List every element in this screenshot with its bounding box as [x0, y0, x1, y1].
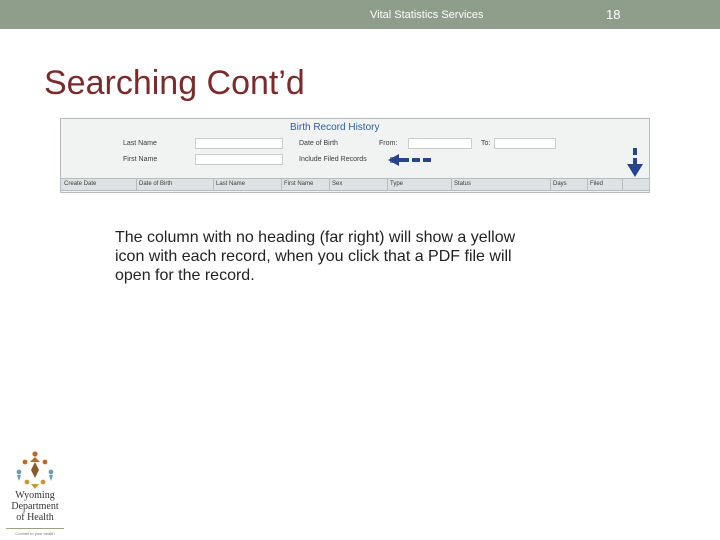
- first-name-input[interactable]: [195, 154, 283, 165]
- column-header[interactable]: Last Name: [216, 181, 246, 187]
- column-header[interactable]: Status: [454, 181, 472, 187]
- logo-line-1: Wyoming: [15, 490, 55, 501]
- date-from-input[interactable]: [408, 138, 472, 149]
- column-header[interactable]: Days: [553, 181, 567, 187]
- slide-title: Searching Cont’d: [44, 64, 305, 102]
- last-name-input[interactable]: [195, 138, 283, 149]
- left-arrow-icon: [386, 153, 436, 167]
- logo-line-3: of Health: [16, 512, 54, 523]
- body-text: The column with no heading (far right) will show a yellow icon with each record, when you click that a PDF file will open for the record.: [115, 229, 516, 284]
- header-title: Vital Statistics Services: [370, 9, 484, 21]
- page-number: 18: [606, 7, 621, 22]
- date-to-input[interactable]: [494, 138, 556, 149]
- date-of-birth-label: Date of Birth: [299, 140, 338, 147]
- logo-tagline: Commit to your health: [15, 531, 55, 536]
- figures-wreath-icon: [13, 450, 57, 490]
- include-filed-records-label: Include Filed Records: [299, 156, 367, 163]
- column-header[interactable]: First Name: [284, 181, 314, 187]
- column-header[interactable]: Type: [390, 181, 404, 187]
- to-label: To:: [481, 140, 491, 147]
- wyoming-department-of-health-logo: [0, 445, 70, 540]
- down-arrow-icon: [626, 148, 644, 178]
- last-name-label: Last Name: [123, 140, 157, 147]
- header-bar: [0, 0, 720, 29]
- screenshot-title: Birth Record History: [290, 122, 380, 133]
- logo-line-2: Department: [11, 501, 59, 512]
- column-header[interactable]: Create Date: [64, 181, 97, 187]
- column-header[interactable]: Date of Birth: [139, 181, 173, 187]
- column-header[interactable]: Filed: [590, 181, 604, 187]
- results-header-row: [61, 178, 649, 191]
- first-name-label: First Name: [123, 156, 158, 163]
- from-label: From:: [379, 140, 398, 147]
- birth-record-history-screenshot: [60, 118, 650, 193]
- logo-divider: [6, 528, 64, 529]
- column-header[interactable]: Sex: [332, 181, 343, 187]
